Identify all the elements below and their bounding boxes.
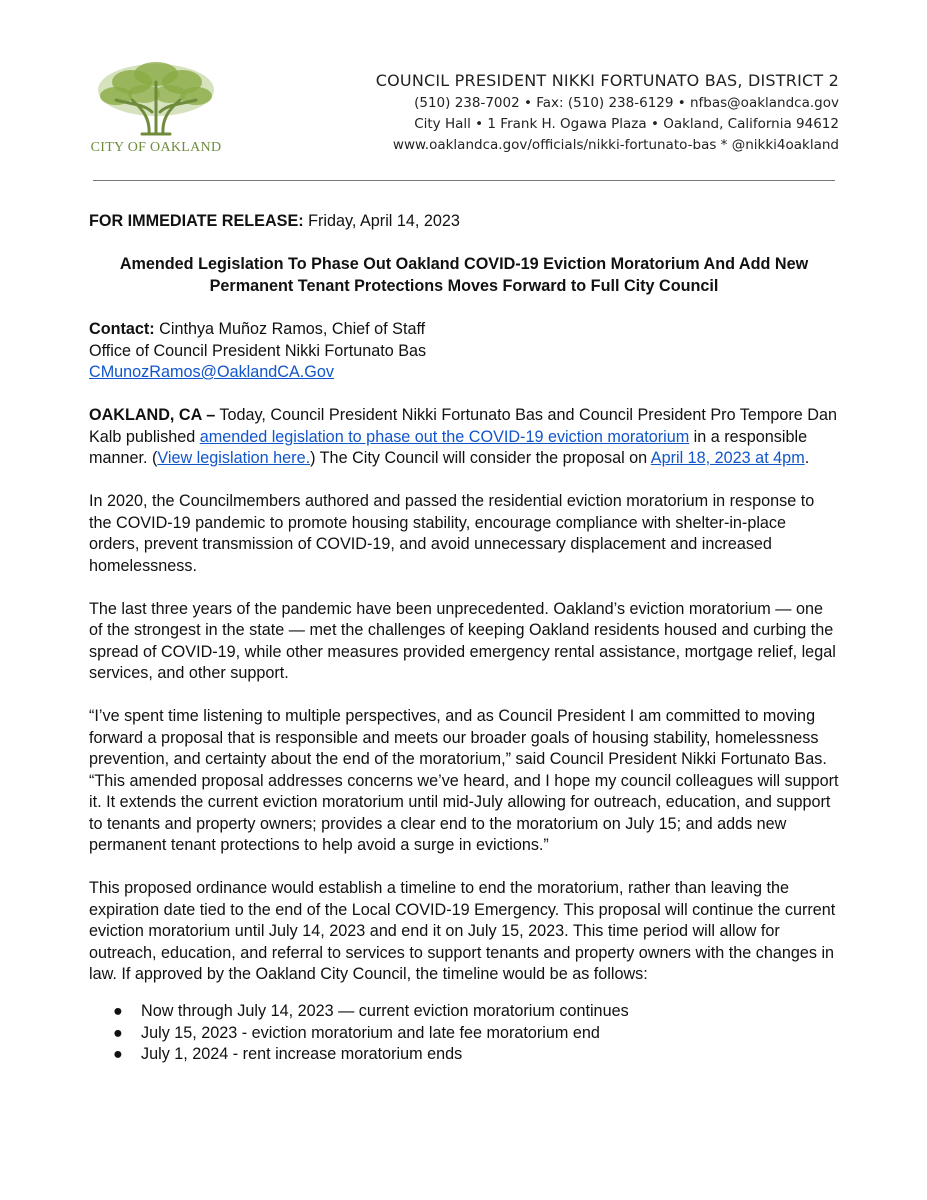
contact-office: Office of Council President Nikki Fortunato Bas xyxy=(89,341,427,360)
contact-email-link[interactable]: CMunozRamos@OaklandCA.Gov xyxy=(89,363,334,381)
oak-tree-icon xyxy=(94,60,218,140)
timeline-item-text: Now through July 14, 2023 — current eviction moratorium continues xyxy=(141,1002,629,1020)
intro-text-d: . xyxy=(804,449,810,467)
paragraph-ordinance: This proposed ordinance would establish a timeline to end the moratorium, rather than leaving the expiration date tied to the end of the Local COVID-19 Emergency. This proposal will continue the current eviction moratorium until July 14, 2023 and end it on July 15, 2023. This time period will allow for outreach, education, and referral to services to support tenants and property owners with the changes in law. If approved by the Oakland City Council, the timeline would be as follows: xyxy=(89,879,836,983)
contact-label: Contact: xyxy=(89,320,155,338)
amended-legislation-link[interactable]: amended legislation to phase out the COVID-19 eviction moratorium xyxy=(199,427,690,446)
city-of-oakland-logo xyxy=(86,60,226,160)
dateline: OAKLAND, CA – xyxy=(89,406,216,424)
logo-wordmark: CITY OF OAKLAND xyxy=(90,140,222,155)
timeline-item-text: July 15, 2023 - eviction moratorium and late fee moratorium end xyxy=(141,1023,600,1042)
paragraph-quote: “I’ve spent time listening to multiple perspectives, and as Council President I am committed to moving forward a proposal that is responsible and meets our broader goals of housing stability, homelessness prevention, and certainty about the end of the moratorium,” said Council President Nikki Fortunato Bas. “This amended proposal addresses concerns we’ve heard, and I hope my council colleagues will support it. It extends the current eviction moratorium until mid-July allowing for outreach, education, and support to tenants and property owners; provides a clear end to the moratorium on July 15; and adds new permanent tenant protections to help avoid a surge in evictions.” xyxy=(89,707,839,854)
release-label: FOR IMMEDIATE RELEASE: xyxy=(89,212,304,230)
intro-text-a: Today, Council President Nikki Fortunato Bas and Council President Pro Tempore Dan Kalb published xyxy=(89,406,837,446)
phone-fax-email-line: (510) 238-7002 • Fax: (510) 238-6129 • nfbas@oaklandca.gov xyxy=(414,95,839,111)
press-release-body xyxy=(89,211,839,1066)
bullet-icon: ● xyxy=(113,1045,123,1063)
meeting-date-link[interactable]: April 18, 2023 at 4pm xyxy=(650,449,805,467)
list-item xyxy=(89,1044,839,1066)
office-title: COUNCIL PRESIDENT NIKKI FORTUNATO BAS, DISTRICT 2 xyxy=(375,71,839,90)
contact-section xyxy=(89,319,839,384)
paragraph-intro xyxy=(89,405,839,470)
list-item xyxy=(89,1001,839,1023)
list-item xyxy=(89,1023,839,1045)
view-legislation-link[interactable]: View legislation here. xyxy=(157,449,311,467)
headline: Amended Legislation To Phase Out Oakland COVID-19 Eviction Moratorium And Add New Permanent Tenant Protections Moves Forward to Full City Council xyxy=(119,255,809,295)
timeline-item-text: July 1, 2024 - rent increase moratorium ends xyxy=(141,1045,463,1063)
address-line: City Hall • 1 Frank H. Ogawa Plaza • Oakland, California 94612 xyxy=(414,116,839,132)
letterhead-contact xyxy=(376,70,839,156)
intro-text-b: in a responsible manner. ( xyxy=(89,427,808,467)
release-date: Friday, April 14, 2023 xyxy=(303,212,460,230)
intro-text-c: ) The City Council will consider the proposal on xyxy=(310,449,651,467)
bullet-icon: ● xyxy=(113,1002,123,1020)
header-divider xyxy=(93,180,835,181)
release-line xyxy=(89,211,839,233)
web-social-line: www.oaklandca.gov/officials/nikki-fortunato-bas * @nikki4oakland xyxy=(392,137,839,153)
paragraph-pandemic: The last three years of the pandemic have been unprecedented. Oakland’s eviction moratorium — one of the strongest in the state — met the challenges of keeping Oakland residents housed and curbing the spread of COVID-19, while other measures provided emergency rental assistance, mortgage relief, legal services, and other support. xyxy=(89,599,836,682)
contact-name: Cinthya Muñoz Ramos, Chief of Staff xyxy=(154,320,426,338)
timeline-list xyxy=(89,1001,839,1066)
bullet-icon: ● xyxy=(113,1023,123,1042)
paragraph-background: In 2020, the Councilmembers authored and passed the residential eviction moratorium in response to the COVID-19 pandemic to promote housing stability, encourage compliance with shelter-in-place orders, prevent transmission of COVID-19, and avoid unnecessary displacement and increased homelessness. xyxy=(89,492,815,575)
